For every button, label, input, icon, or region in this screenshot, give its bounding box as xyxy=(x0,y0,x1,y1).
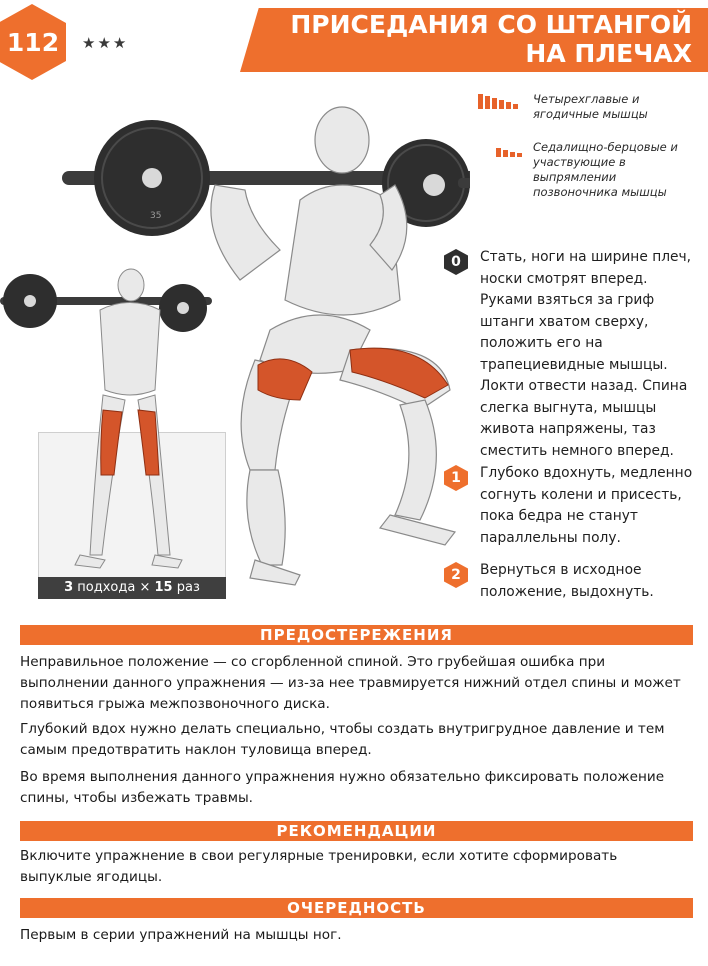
plate-label: 35 xyxy=(150,211,162,221)
legend-primary-text: Четырехглавые и ягодичные мышцы xyxy=(533,92,648,121)
sets-reps-badge xyxy=(38,577,226,599)
step-2 xyxy=(443,560,703,603)
recommendations-paragraph: Включите упражнение в свои регулярные тренировки, если хотите сформировать выпуклые ягодицы. xyxy=(20,848,618,885)
warnings-header xyxy=(20,625,693,645)
step-0-text: Стать, ноги на ширине плеч, носки смотрят вперед. Руками взяться за гриф штанги хватом сверху, положить его на трапециевидные мышцы. Локти отвести назад. Спина слегка выгнута, мышцы живота напряжены, таз сместить немного вперед. xyxy=(480,249,692,459)
page-title-line1: ПРИСЕДАНИЯ СО ШТАНГОЙ xyxy=(290,10,692,39)
warnings-title: ПРЕДОСТЕРЕЖЕНИЯ xyxy=(260,626,453,644)
warning-paragraph-1: Неправильное положение — со сгорбленной спиной. Это грубейшая ошибка при выполнении данного упражнения — из-за нее травмируется нижний отдел спины и может появиться грыжа межпозвоночного диска. xyxy=(20,654,681,712)
times-sign: × xyxy=(139,580,151,595)
difficulty-stars: ★★★ xyxy=(82,34,129,52)
step-2-text: Вернуться в исходное положение, выдохнуть. xyxy=(480,562,654,600)
reps-word: раз xyxy=(176,580,200,595)
step-0 xyxy=(443,247,703,462)
warning-paragraph-3: Во время выполнения данного упражнения нужно обязательно фиксировать положение спины, чтобы избежать травмы. xyxy=(20,769,665,806)
primary-muscle-bars-icon xyxy=(478,94,520,109)
step-1-text: Глубоко вдохнуть, медленно согнуть колени и присесть, пока бедра не станут параллельны полу. xyxy=(480,465,693,546)
step-2-number: 2 xyxy=(451,567,461,583)
legend-secondary xyxy=(478,140,698,200)
recommendations-title: РЕКОМЕНДАЦИИ xyxy=(276,822,437,840)
warning-paragraph-2: Глубокий вдох нужно делать специально, чтобы создать внутригрудное давление и тем самым предотвратить наклон туловища вперед. xyxy=(20,721,665,758)
page-title-line2: НА ПЛЕЧАХ xyxy=(525,39,692,68)
sets-word: подхода xyxy=(77,580,136,595)
order-paragraph: Первым в серии упражнений на мышцы ног. xyxy=(20,927,342,943)
order-header xyxy=(20,898,693,918)
squat-illustration xyxy=(0,95,470,605)
step-1-number: 1 xyxy=(451,470,461,486)
legend-primary xyxy=(478,92,698,122)
reps-count: 15 xyxy=(154,580,173,595)
secondary-muscle-bars-icon xyxy=(496,142,524,157)
sets-count: 3 xyxy=(64,580,74,595)
recommendations-header xyxy=(20,821,693,841)
legend-secondary-text: Седалищно-берцовые и участвующие в выпрямлении позвоночника мышцы xyxy=(533,140,678,199)
page-number: 112 xyxy=(6,28,60,57)
step-1 xyxy=(443,463,703,549)
order-title: ОЧЕРЕДНОСТЬ xyxy=(287,899,426,917)
page-title xyxy=(252,10,692,68)
step-0-number: 0 xyxy=(451,254,461,270)
